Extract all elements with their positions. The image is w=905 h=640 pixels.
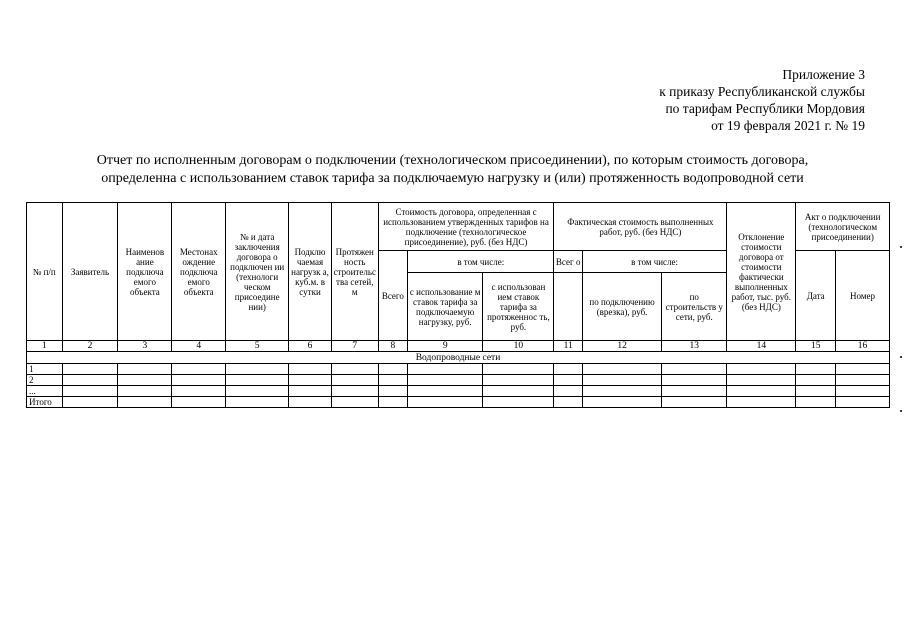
table-cell [727, 375, 796, 386]
table-cell [226, 397, 289, 408]
table-cell [582, 375, 661, 386]
table-cell [483, 375, 554, 386]
header-cell: № п/п [27, 203, 63, 341]
table-cell [836, 386, 890, 397]
table-cell [796, 375, 836, 386]
header-cell: по строительств у сети, руб. [662, 273, 727, 341]
header-cell: Заявитель [62, 203, 118, 341]
table-cell [118, 386, 172, 397]
table-cell [662, 375, 727, 386]
appendix-line: Приложение 3 [782, 67, 865, 82]
table-cell [554, 386, 582, 397]
table-cell [836, 397, 890, 408]
table-cell [727, 386, 796, 397]
report-table [26, 202, 890, 408]
table-cell [289, 364, 332, 375]
table-cell [408, 397, 483, 408]
table-cell [796, 386, 836, 397]
appendix-line: по тарифам Республики Мордовия [665, 101, 865, 116]
table-cell [172, 386, 226, 397]
header-cell: Отклонение стоимости договора от стоимости фактически выполненных работ, тыс. руб. (без НДС) [727, 203, 796, 341]
row-label: Итого [27, 397, 63, 408]
table-cell [796, 364, 836, 375]
header-cell: Подклю чаемая нагрузк а, куб.м. в сутки [289, 203, 332, 341]
header-cell: с использование м ставок тарифа за подключаемую нагрузку, руб. [408, 273, 483, 341]
header-group-cell: Акт о подключении (технологическом присоединении) [796, 203, 890, 251]
table-cell [582, 386, 661, 397]
table-row-total [27, 397, 890, 408]
table-cell [408, 375, 483, 386]
row-label: ... [27, 386, 63, 397]
table-cell [582, 364, 661, 375]
table-cell [226, 375, 289, 386]
header-subgroup-cell: в том числе: [582, 251, 726, 273]
column-number: 3 [118, 341, 172, 352]
report-title-line: определенна с использованием ставок тарифа за подключаемую нагрузку и (или) протяженность водопроводной сети [101, 171, 804, 186]
column-number: 13 [662, 341, 727, 352]
column-number: 16 [836, 341, 890, 352]
column-number: 14 [727, 341, 796, 352]
column-number: 7 [331, 341, 378, 352]
report-title-line: Отчет по исполненным договорам о подключении (технологическом присоединении), по которым стоимость договора, [96, 153, 809, 168]
header-cell: по подключению (врезка), руб. [582, 273, 661, 341]
report-title [0, 152, 905, 188]
table-cell [378, 397, 407, 408]
table-cell [483, 386, 554, 397]
column-number: 6 [289, 341, 332, 352]
table-cell [727, 397, 796, 408]
column-number: 5 [226, 341, 289, 352]
scan-artifact [900, 246, 902, 248]
table-cell [172, 397, 226, 408]
table-row [27, 386, 890, 397]
table-cell [331, 375, 378, 386]
header-cell: Номер [836, 251, 890, 341]
table-cell [62, 386, 118, 397]
table-cell [118, 375, 172, 386]
table-cell [554, 375, 582, 386]
table-cell [554, 397, 582, 408]
column-number: 2 [62, 341, 118, 352]
row-label: 2 [27, 375, 63, 386]
header-cell: Всег о [554, 251, 582, 273]
header-subgroup-cell: в том числе: [408, 251, 554, 273]
table-row [27, 375, 890, 386]
table-cell [836, 375, 890, 386]
table-cell [727, 364, 796, 375]
header-cell: Всего [378, 251, 407, 341]
table-cell [289, 375, 332, 386]
table-cell [331, 397, 378, 408]
table-cell [836, 364, 890, 375]
table-cell [226, 386, 289, 397]
table-row [27, 364, 890, 375]
table-cell [408, 386, 483, 397]
table-cell [62, 397, 118, 408]
header-cell: Наименов ание подключа емого объекта [118, 203, 172, 341]
table-cell [378, 375, 407, 386]
table-cell [62, 364, 118, 375]
column-number: 11 [554, 341, 582, 352]
table-cell [62, 375, 118, 386]
table-cell [408, 364, 483, 375]
column-number: 1 [27, 341, 63, 352]
header-cell: Протяжен ность строительс тва сетей, м [331, 203, 378, 341]
column-number: 12 [582, 341, 661, 352]
scan-artifact [900, 410, 902, 412]
column-number: 8 [378, 341, 407, 352]
table-cell [662, 364, 727, 375]
row-label: 1 [27, 364, 63, 375]
appendix-header [659, 66, 865, 134]
column-number-row [27, 341, 890, 352]
header-cell: Местонах ождение подключа емого объекта [172, 203, 226, 341]
table-cell [289, 386, 332, 397]
table-cell [378, 386, 407, 397]
table-cell [118, 364, 172, 375]
header-cell: с использован ием ставок тарифа за протяженнос ть, руб. [483, 273, 554, 341]
table-cell [331, 386, 378, 397]
table-cell [483, 397, 554, 408]
table-cell [662, 386, 727, 397]
column-number: 4 [172, 341, 226, 352]
table-cell [378, 364, 407, 375]
table-cell [554, 364, 582, 375]
column-number: 9 [408, 341, 483, 352]
table-cell [289, 397, 332, 408]
table-cell [582, 397, 661, 408]
appendix-line: к приказу Республиканской службы [659, 84, 865, 99]
header-cell: № и дата заключения договора о подключен ии (технологи ческом присоедине нии) [226, 203, 289, 341]
appendix-line: от 19 февраля 2021 г. № 19 [711, 118, 865, 133]
table-cell [172, 375, 226, 386]
table-cell [118, 397, 172, 408]
header-cell [554, 273, 582, 341]
table-cell [172, 364, 226, 375]
table-cell [331, 364, 378, 375]
column-number: 10 [483, 341, 554, 352]
table-cell [226, 364, 289, 375]
table-cell [662, 397, 727, 408]
header-group-cell: Стоимость договора, определенная с использованием утвержденных тарифов на подключение (технологическое присоединение), руб. (без НДС) [378, 203, 554, 251]
table-cell [796, 397, 836, 408]
section-label: Водопроводные сети [27, 352, 890, 364]
column-number: 15 [796, 341, 836, 352]
header-cell: Дата [796, 251, 836, 341]
scan-artifact [900, 356, 902, 358]
table-cell [483, 364, 554, 375]
header-group-cell: Фактическая стоимость выполненных работ, руб. (без НДС) [554, 203, 727, 251]
